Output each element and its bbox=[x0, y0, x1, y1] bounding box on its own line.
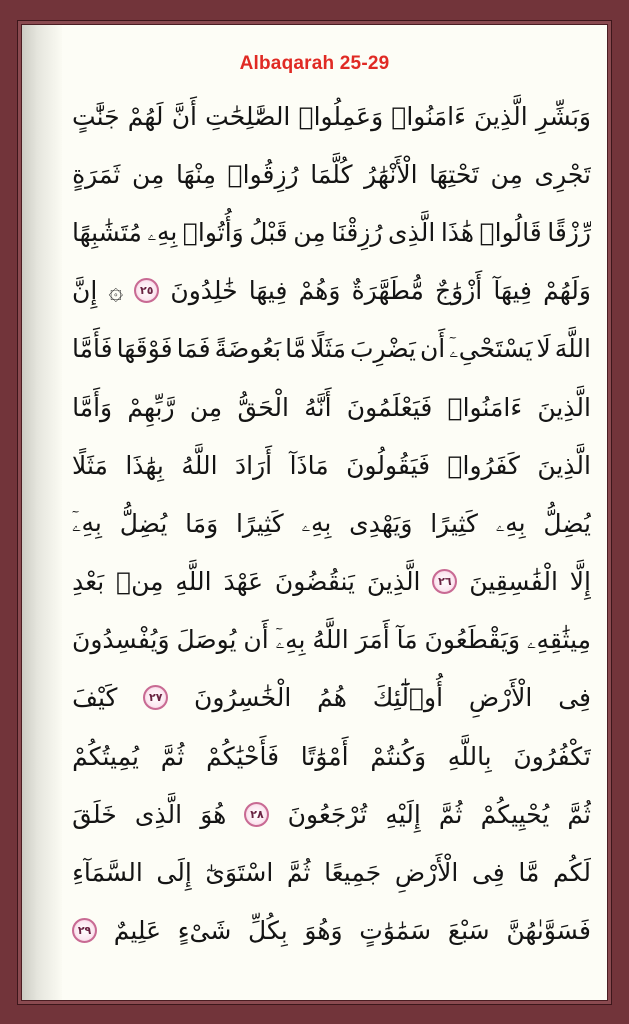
verse-word: فِى bbox=[471, 858, 505, 888]
verse-word: لَكُم bbox=[552, 858, 591, 888]
verse-word: مَثَلًا bbox=[72, 450, 108, 480]
verse-word: يُضِلُّ bbox=[543, 508, 591, 538]
verse-word: مُّطَهَّرَةٌ bbox=[351, 276, 424, 306]
verse-word: بِاللَّهِ bbox=[447, 741, 492, 771]
verse-word: مَّا bbox=[285, 334, 307, 364]
verse-lines bbox=[72, 87, 591, 960]
verse-word: يُضِلُّ bbox=[119, 508, 168, 538]
verse-line bbox=[72, 902, 591, 960]
verse-word: أَن bbox=[243, 625, 269, 655]
verse-word: وَيَقْطَعُونَ bbox=[424, 625, 521, 655]
verse-word: اللَّهُ bbox=[181, 450, 218, 480]
ayah-number-marker: ٢٥ bbox=[134, 278, 159, 303]
verse-word: كُلَّمَا bbox=[310, 159, 353, 189]
verse-word: بَعْدِ bbox=[72, 567, 105, 597]
verse-word: ءَامَنُوا۟ bbox=[447, 392, 523, 422]
verse-word: ءَامَنُوا۟ bbox=[391, 101, 466, 131]
ayah-number-marker: ٢٩ bbox=[72, 918, 97, 943]
verse-word: الْأَنْهَٰرُ bbox=[364, 159, 418, 189]
page-gutter bbox=[22, 25, 62, 1000]
verse-word: فِى bbox=[558, 683, 591, 713]
verse-word: وَأُتُوا۟ bbox=[182, 217, 244, 247]
verse-word: اللَّهِ bbox=[175, 567, 212, 597]
verse-line bbox=[72, 727, 591, 785]
verse-word: رُزِقُوا۟ bbox=[227, 159, 299, 189]
verse-word: فَسَوَّىٰهُنَّ bbox=[506, 916, 591, 946]
verse-word: فَيَقُولُونَ bbox=[346, 450, 431, 480]
verse-word: مَّا bbox=[518, 858, 540, 888]
verse-word: الْخَٰسِرُونَ bbox=[194, 683, 292, 713]
verse-word: ثَمَرَةٍ bbox=[72, 159, 121, 189]
verse-line bbox=[72, 87, 591, 145]
verse-word: أَمَرَ bbox=[355, 625, 390, 655]
verse-word: الْأَرْضِ bbox=[468, 683, 533, 713]
verse-word: رَّبِّهِمْ bbox=[127, 392, 175, 422]
verse-word: يُوصَلَ bbox=[176, 625, 237, 655]
verse-word: قَالُوا۟ bbox=[479, 217, 542, 247]
verse-word: مِنْهَا bbox=[175, 159, 217, 189]
verse-word: وَعَمِلُوا۟ bbox=[298, 101, 384, 131]
verse-word: وَيَهْدِى bbox=[349, 508, 413, 538]
verse-word: قَبْلُ bbox=[249, 217, 288, 247]
verse-word: الصَّٰلِحَٰتِ bbox=[205, 101, 291, 131]
verse-word: الْفَٰسِقِينَ bbox=[469, 567, 558, 597]
verse-word: مُتَشَٰبِهًا bbox=[72, 217, 142, 247]
verse-word: جَمِيعًا bbox=[324, 858, 382, 888]
verse-word: أَمْوَٰتًا bbox=[300, 741, 349, 771]
verse-word: الْأَرْضِ bbox=[394, 858, 459, 888]
verse-word: الَّذِى bbox=[388, 217, 436, 247]
verse-word: اللَّهَ bbox=[554, 334, 591, 364]
verse-word: مِن bbox=[189, 392, 223, 422]
verse-word: ثُمَّ bbox=[567, 799, 591, 829]
verse-line bbox=[72, 611, 591, 669]
verse-word: هُوَ bbox=[200, 799, 227, 829]
verse-line bbox=[72, 436, 591, 494]
verse-word: أَنَّهُ bbox=[304, 392, 332, 422]
verse-word: بِهِۦ bbox=[301, 508, 332, 538]
verse-word: أَزْوَٰجٌ bbox=[435, 276, 483, 306]
verse-word: هُمُ bbox=[317, 683, 347, 713]
verse-word: أَن bbox=[419, 334, 446, 364]
verse-line bbox=[72, 262, 591, 320]
verse-word: وَكُنتُمْ bbox=[370, 741, 427, 771]
verse-word: سَمَٰوَٰتٍ bbox=[359, 916, 432, 946]
verse-word: السَّمَآءِ bbox=[72, 858, 143, 888]
verse-word: يَسْتَحْىِۦٓ bbox=[449, 333, 533, 363]
verse-word: ثُمَّ bbox=[286, 858, 311, 888]
verse-word: بِهِۦٓ bbox=[72, 508, 102, 538]
page-title: Albaqarah 25-29 bbox=[239, 53, 390, 74]
verse-word: فَأَحْيَٰكُمْ bbox=[206, 741, 280, 771]
verse-word: كَفَرُوا۟ bbox=[447, 450, 520, 480]
verse-word: أُو۟لَٰٓئِكَ bbox=[372, 683, 444, 713]
verse-word: وَلَهُمْ bbox=[543, 276, 591, 306]
verse-line bbox=[72, 669, 591, 727]
verse-word: مِن bbox=[490, 159, 523, 189]
verse-word: بِهَٰذَا bbox=[125, 450, 164, 480]
verse-word: إِلَى bbox=[156, 858, 192, 888]
verse-line bbox=[72, 378, 591, 436]
verse-word: سَبْعَ bbox=[447, 916, 490, 946]
verse-line bbox=[72, 203, 591, 261]
verse-word: إِلَيْهِ bbox=[385, 799, 421, 829]
verse-word: الَّذِى bbox=[134, 799, 183, 829]
verse-word: إِلَّا bbox=[569, 567, 591, 597]
verse-word: مِن bbox=[293, 217, 326, 247]
verse-line bbox=[72, 843, 591, 901]
verse-word: خَٰلِدُونَ bbox=[170, 276, 238, 306]
verse-word: فِيهَآ bbox=[493, 276, 533, 306]
ayah-number-marker: ٢٧ bbox=[143, 685, 168, 710]
verse-word: هَٰذَا bbox=[440, 217, 475, 247]
verse-word: لَهُمْ bbox=[127, 101, 164, 131]
verse-word: الَّذِينَ bbox=[366, 567, 421, 597]
verse-word: يَنقُضُونَ bbox=[274, 567, 355, 597]
verse-word: مِيثَٰقِهِۦ bbox=[526, 624, 591, 654]
verse-word: مَثَلًا bbox=[310, 334, 346, 364]
verse-word: الَّذِينَ bbox=[537, 392, 591, 422]
verse-word: مَاذَآ bbox=[289, 450, 329, 480]
verse-word: تُرْجَعُونَ bbox=[287, 799, 368, 829]
verse-word: مَآ bbox=[396, 625, 418, 655]
verse-word: الَّذِينَ bbox=[474, 101, 528, 131]
ayah-number-marker: ٢٨ bbox=[244, 802, 269, 827]
verse-word: فَوْقَهَا bbox=[116, 334, 173, 364]
verse-word: عَهْدَ bbox=[223, 567, 264, 597]
verse-word: إِنَّ bbox=[72, 276, 98, 306]
verse-word: وَبَشِّرِ bbox=[535, 101, 591, 131]
verse-word: خَلَقَ bbox=[72, 799, 117, 829]
verse-word: وَهُوَ bbox=[304, 916, 343, 946]
verse-word: يُمِيتُكُمْ bbox=[72, 741, 140, 771]
verse-word: ۞ bbox=[108, 276, 124, 306]
verse-word: ثُمَّ bbox=[160, 741, 185, 771]
verse-word: وَأَمَّا bbox=[72, 392, 113, 422]
verse-word: فَمَا bbox=[176, 334, 211, 364]
verse-word: كَثِيرًا bbox=[235, 508, 284, 538]
verse-word: بِهِۦٓ bbox=[275, 624, 306, 654]
verse-word: شَىْءٍ bbox=[177, 916, 232, 946]
verse-word: رِّزْقًا bbox=[547, 217, 591, 247]
verse-word: عَلِيمٌ bbox=[113, 916, 162, 946]
verse-word: اسْتَوَىٰٓ bbox=[205, 858, 274, 888]
verse-word: بَعُوضَةً bbox=[214, 334, 282, 364]
verse-word: اللَّهُ bbox=[312, 625, 349, 655]
verse-line bbox=[72, 553, 591, 611]
verse-word: تَجْرِى bbox=[534, 159, 591, 189]
verse-word: لَا bbox=[536, 334, 551, 364]
verse-word: فِيهَا bbox=[248, 276, 288, 306]
verse-line bbox=[72, 145, 591, 203]
verse-word: كَيْفَ bbox=[72, 683, 118, 713]
verse-word: أَرَادَ bbox=[235, 450, 273, 480]
verse-word: بِكُلِّ bbox=[248, 916, 288, 946]
mushaf-page bbox=[22, 25, 607, 1000]
verse-word: كَثِيرًا bbox=[430, 508, 478, 538]
verse-word: مِنۢ bbox=[116, 567, 164, 597]
verse-word: فَيَعْلَمُونَ bbox=[346, 392, 433, 422]
verse-word: الَّذِينَ bbox=[537, 450, 591, 480]
verse-word: وَهُمْ bbox=[298, 276, 341, 306]
verse-word: تَحْتِهَا bbox=[429, 159, 479, 189]
verse-word: بِهِۦ bbox=[147, 217, 178, 247]
verse-word: أَنَّ bbox=[171, 101, 197, 131]
verse-word: يَضْرِبَ bbox=[349, 334, 416, 364]
ayah-number-marker: ٢٦ bbox=[432, 569, 457, 594]
verse-line bbox=[72, 494, 591, 552]
verse-word: بِهِۦ bbox=[495, 508, 526, 538]
verse-word: يُحْيِيكُمْ bbox=[480, 799, 550, 829]
verse-word: فَأَمَّا bbox=[72, 334, 113, 364]
verse-word: جَنَّٰتٍ bbox=[72, 101, 120, 131]
verse-word: مِن bbox=[131, 159, 165, 189]
verse-word: رُزِقْنَا bbox=[331, 217, 383, 247]
verse-word: وَمَا bbox=[185, 508, 219, 538]
verse-word: وَيُفْسِدُونَ bbox=[72, 625, 170, 655]
verse-line bbox=[72, 785, 591, 843]
verse-word: تَكْفُرُونَ bbox=[513, 741, 591, 771]
verse-word: الْحَقُّ bbox=[237, 392, 289, 422]
verse-word: ثُمَّ bbox=[438, 799, 463, 829]
verse-line bbox=[72, 320, 591, 378]
